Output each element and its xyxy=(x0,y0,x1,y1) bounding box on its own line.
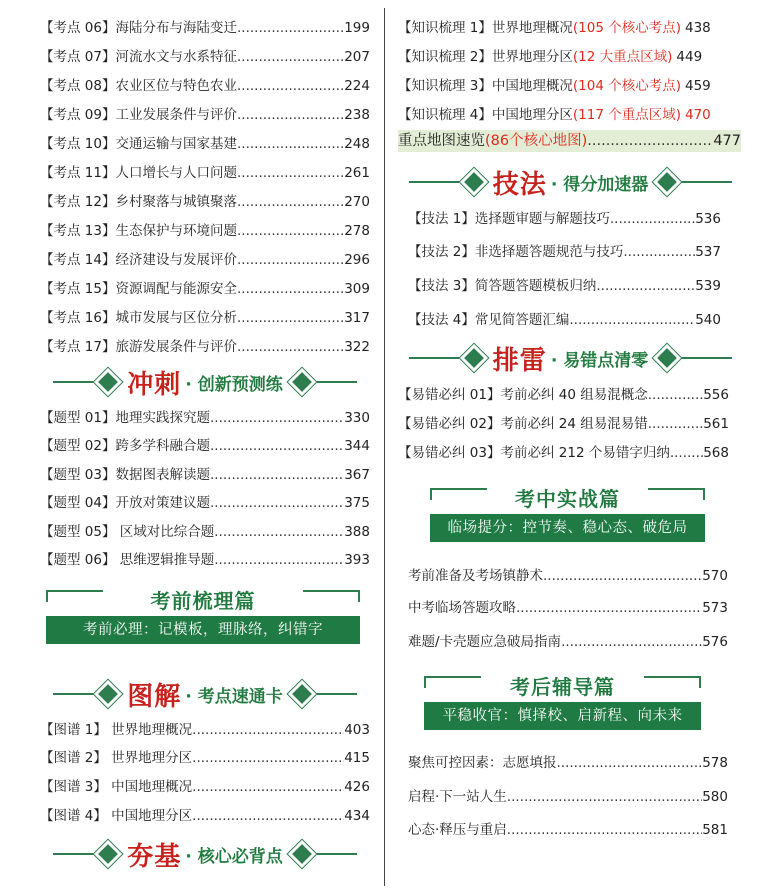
toc-entry[interactable]: 启程·下一站人生 ..... 580 xyxy=(408,786,728,808)
toc-entry[interactable]: 【易错必纠 03】考前必纠 212 个易错字归纳 ..... 568 xyxy=(398,442,729,464)
toc-entry[interactable]: 【技法 1】选择题审题与解题技巧 ..... 536 xyxy=(408,208,721,230)
toc-entry[interactable]: 【图谱 4】 中国地理分区 ..... 434 xyxy=(40,805,370,827)
toc-entry[interactable]: 【考点 11】人口增长与人口问题 ..... 261 xyxy=(40,162,370,184)
toc-entry[interactable]: 【考点 12】乡村聚落与城镇聚落 ..... 270 xyxy=(40,191,370,213)
toc-entry[interactable]: 【图谱 1】 世界地理概况 ..... 403 xyxy=(40,719,370,741)
section-heading-jifa: 技法 · 得分加速器 xyxy=(398,165,743,199)
toc-entry[interactable]: 【知识梳理 4】中国地理分区 (117 个重点区域) 470 xyxy=(398,107,711,123)
toc-entry[interactable]: 【考点 14】经济建设与发展评价 ..... 296 xyxy=(40,249,370,271)
toc-entry[interactable]: 【易错必纠 01】考前必纠 40 组易混概念 ..... 556 xyxy=(398,384,729,406)
diamond-icon xyxy=(98,372,118,392)
section-heading-tujie: 图解 · 考点速通卡 xyxy=(40,677,370,711)
toc-entry[interactable]: 心态·释压与重启 ..... 581 xyxy=(408,819,728,841)
chapter-box-fudao: 考后辅导篇 平稳收官：慎择校、启新程、向未来 xyxy=(424,668,701,734)
section-heading-chongci: 冲刺 · 创新预测练 xyxy=(40,365,370,399)
toc-entry[interactable]: 难题/卡壳题应急破局指南 ..... 576 xyxy=(408,631,728,653)
diamond-icon xyxy=(464,348,484,368)
diamond-icon xyxy=(292,372,312,392)
section-heading-kuaji: 夯基 · 核心必背点 xyxy=(40,837,370,871)
toc-entry[interactable]: 【图谱 3】 中国地理概况 ..... 426 xyxy=(40,776,370,798)
toc-entry[interactable]: 【考点 06】海陆分布与海陆变迁 ..... 199 xyxy=(40,17,370,39)
toc-entry[interactable]: 【题型 06】 思维逻辑推导题 ..... 393 xyxy=(40,549,370,571)
toc-entry[interactable]: 【考点 16】城市发展与区位分析 ..... 317 xyxy=(40,307,370,329)
diamond-icon xyxy=(292,844,312,864)
toc-entry[interactable]: 【题型 01】地理实践探究题 ..... 330 xyxy=(40,407,370,429)
column-divider xyxy=(384,8,385,886)
toc-entry[interactable]: 【考点 08】农业区位与特色农业 ..... 224 xyxy=(40,75,370,97)
toc-entry[interactable]: 【考点 10】交通运输与国家基建 ..... 248 xyxy=(40,133,370,155)
toc-entry[interactable]: 考前准备及考场镇静术 ..... 570 xyxy=(408,565,728,587)
toc-entry[interactable]: 【考点 13】生态保护与环境问题 ..... 278 xyxy=(40,220,370,242)
diamond-icon xyxy=(657,172,677,192)
toc-entry[interactable]: 【题型 05】 区域对比综合题 ..... 388 xyxy=(40,521,370,543)
chapter-box-shizhan: 考中实战篇 临场提分：控节奏、稳心态、破危局 xyxy=(430,480,705,546)
toc-entry[interactable]: 【考点 17】旅游发展条件与评价 ..... 322 xyxy=(40,336,370,358)
toc-entry[interactable]: 【知识梳理 3】中国地理概况 (104 个核心考点) 459 xyxy=(398,78,711,94)
toc-entry[interactable]: 【易错必纠 02】考前必纠 24 组易混易错 ..... 561 xyxy=(398,413,729,435)
toc-entry[interactable]: 聚焦可控因素：志愿填报 ..... 578 xyxy=(408,752,728,774)
toc-entry[interactable]: 【知识梳理 2】世界地理分区 (12 大重点区域) 449 xyxy=(398,49,703,65)
toc-entry[interactable]: 【图谱 2】 世界地理分区 ..... 415 xyxy=(40,747,370,769)
toc-entry[interactable]: 【考点 15】资源调配与能源安全 ..... 309 xyxy=(40,278,370,300)
toc-entry-highlight[interactable]: 重点地图速览 (86个核心地图) ..... 477 xyxy=(398,130,741,152)
chapter-box-shuli: 考前梳理篇 考前必理：记模板，理脉络，纠错字 xyxy=(46,582,360,648)
diamond-icon xyxy=(98,684,118,704)
section-heading-pailei: 排雷 · 易错点清零 xyxy=(398,341,743,375)
toc-entry[interactable]: 【技法 2】非选择题答题规范与技巧 ..... 537 xyxy=(408,241,721,263)
diamond-icon xyxy=(657,348,677,368)
toc-entry[interactable]: 【题型 03】数据图表解读题 ..... 367 xyxy=(40,464,370,486)
toc-entry[interactable]: 【题型 02】跨多学科融合题 ..... 344 xyxy=(40,435,370,457)
toc-entry[interactable]: 【知识梳理 1】世界地理概况 (105 个核心考点) 438 xyxy=(398,20,711,36)
toc-entry[interactable]: 【考点 07】河流水文与水系特征 ..... 207 xyxy=(40,46,370,68)
diamond-icon xyxy=(464,172,484,192)
toc-entry[interactable]: 【考点 09】工业发展条件与评价 ..... 238 xyxy=(40,104,370,126)
toc-entry[interactable]: 中考临场答题攻略 ..... 573 xyxy=(408,597,728,619)
toc-entry[interactable]: 【技法 4】常见简答题汇编 ..... 540 xyxy=(408,309,721,331)
toc-entry[interactable]: 【题型 04】开放对策建议题 ..... 375 xyxy=(40,492,370,514)
diamond-icon xyxy=(98,844,118,864)
diamond-icon xyxy=(292,684,312,704)
toc-entry[interactable]: 【技法 3】简答题答题模板归纳 ..... 539 xyxy=(408,275,721,297)
